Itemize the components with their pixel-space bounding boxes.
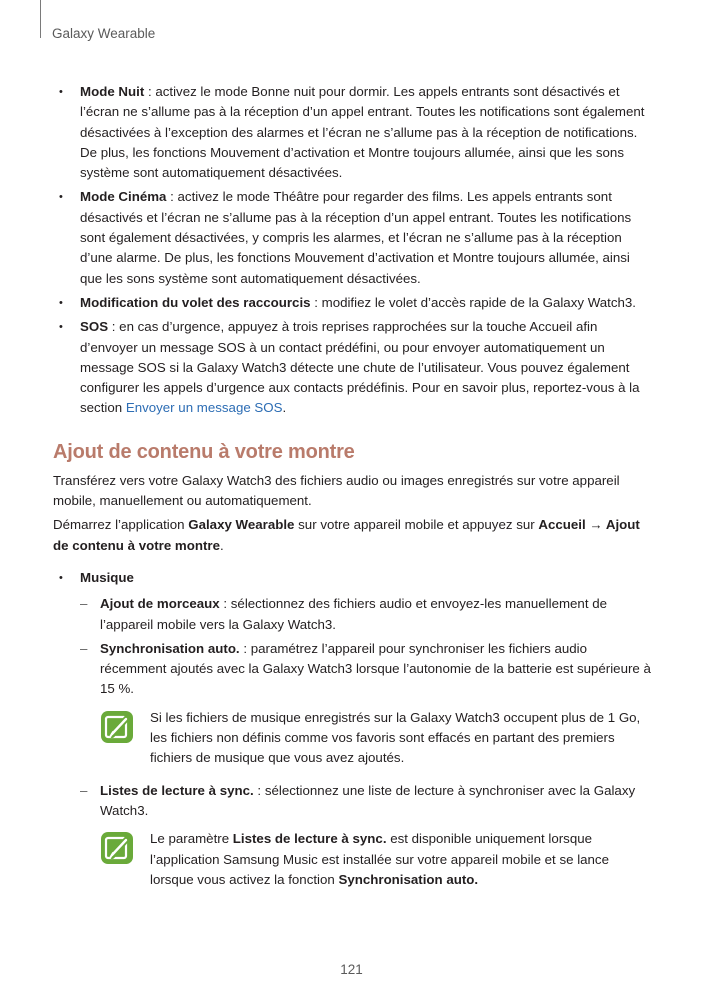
list-item <box>53 82 653 183</box>
note-term: Listes de lecture à sync. <box>232 831 387 847</box>
bullet-icon: • <box>59 86 63 98</box>
bullet-icon: • <box>59 191 63 204</box>
list-item <box>53 293 653 313</box>
item-term: SOS <box>80 319 109 335</box>
bullet-icon: • <box>59 296 63 309</box>
note-term: Synchronisation auto. <box>338 871 479 887</box>
note-icon <box>100 831 134 865</box>
page-content <box>53 82 653 902</box>
item-term: Listes de lecture à sync. <box>100 782 254 798</box>
instr-text: Démarrez l’application <box>53 517 189 533</box>
sublist-item <box>80 639 653 769</box>
music-sublist <box>80 594 653 890</box>
item-term: Mode Cinéma <box>80 189 167 205</box>
settings-list <box>53 82 653 419</box>
section-instructions <box>53 515 653 556</box>
instr-text: sur votre appareil mobile et appuyez sur <box>294 517 539 533</box>
note-box <box>100 708 653 769</box>
page-number: 121 <box>340 962 363 977</box>
section-title: Ajout de contenu à votre montre <box>53 440 355 463</box>
note-text: Si les fichiers de musique enregistrés sur la Galaxy Watch3 occupent plus de 1 Go, les fichiers non définis comme vos favoris sont effacés en partant des premiers fichiers de musique que vous avez ajoutés. <box>150 709 641 766</box>
note-icon <box>100 710 134 744</box>
item-term: Ajout de morceaux <box>100 596 220 612</box>
item-text: : activez le mode Bonne nuit pour dormir. Les appels entrants sont désactivés et l’écran ne s’allume pas à la réception d’un appel entrant. Toutes les notifications sont également désactivées à l’exception des alarmes et l’écran ne s’allume pas à la réception de notifications. De plus, les fonctions Mouvement d’activation et Montre toujours allumée, ainsi que les sons système sont automatiquement désactivées. <box>80 84 645 181</box>
menu-path: Accueil → Ajout de contenu à votre montre <box>53 517 640 553</box>
app-name: Galaxy Wearable <box>188 517 295 533</box>
item-text: : paramétrez l’appareil pour synchroniser les fichiers audio récemment ajoutés avec la Galaxy Watch3 lorsque l’autonomie de la batterie est supérieure à 15 %. <box>100 640 651 697</box>
section-intro: Transférez vers votre Galaxy Watch3 des fichiers audio ou images enregistrés sur votre appareil mobile, manuellement ou automatiquement. <box>53 472 620 509</box>
dash-icon: – <box>80 596 88 612</box>
item-term: Mode Nuit <box>80 84 145 99</box>
instr-text: . <box>219 537 224 553</box>
header-rule <box>40 0 41 38</box>
list-item-music <box>53 568 653 890</box>
note-text: Le paramètre <box>150 831 233 847</box>
note-box <box>100 829 653 890</box>
list-item <box>53 317 653 418</box>
item-term: Synchronisation auto. <box>100 640 240 656</box>
sos-section-link[interactable]: Envoyer un message SOS <box>125 400 283 416</box>
item-text-end: . <box>282 400 287 416</box>
item-text: : sélectionnez des fichiers audio et envoyez-les manuellement de l’appareil mobile vers la Galaxy Watch3. <box>100 596 608 632</box>
bullet-icon: • <box>59 571 63 584</box>
music-label: Musique <box>80 569 134 585</box>
note-text: est disponible uniquement lorsque l’application Samsung Music est installée sur votre appareil mobile et se lance lorsque vous activez la fonction <box>150 831 609 887</box>
running-header: Galaxy Wearable <box>52 26 156 41</box>
item-text: : modifiez le volet d’accès rapide de la Galaxy Watch3. <box>310 294 636 310</box>
list-item <box>53 187 653 288</box>
item-text: : en cas d’urgence, appuyez à trois reprises rapprochées sur la touche Accueil afin d’envoyer un message SOS à un contact prédéfini, ou pour envoyer automatiquement un message SOS si la Galaxy Watch3 détecte une chute de l’utilisateur. Vous pouvez également configurer les appels d’urgence aux contacts prédéfinis. Pour en savoir plus, reportez-vous à la section <box>80 319 640 416</box>
sublist-item <box>80 781 653 890</box>
music-list <box>53 568 653 890</box>
dash-icon: – <box>80 640 88 656</box>
item-term: Modification du volet des raccourcis <box>80 294 311 310</box>
item-text: : activez le mode Théâtre pour regarder des films. Les appels entrants sont désactivés et l’écran ne s’allume pas à la réception d’un appel entrant. Toutes les notifications sont également désactivées, y compris les alarmes, et l’écran ne s’allume pas à la réception d’une alarme. De plus, les fonctions Mouvement d’activation et Montre toujours allumée, ainsi que les sons système sont automatiquement désactivées. <box>80 189 632 286</box>
dash-icon: – <box>80 782 88 798</box>
bullet-icon: • <box>59 321 63 334</box>
item-text: : sélectionnez une liste de lecture à synchroniser avec la Galaxy Watch3. <box>100 782 636 818</box>
sublist-item <box>80 594 653 635</box>
